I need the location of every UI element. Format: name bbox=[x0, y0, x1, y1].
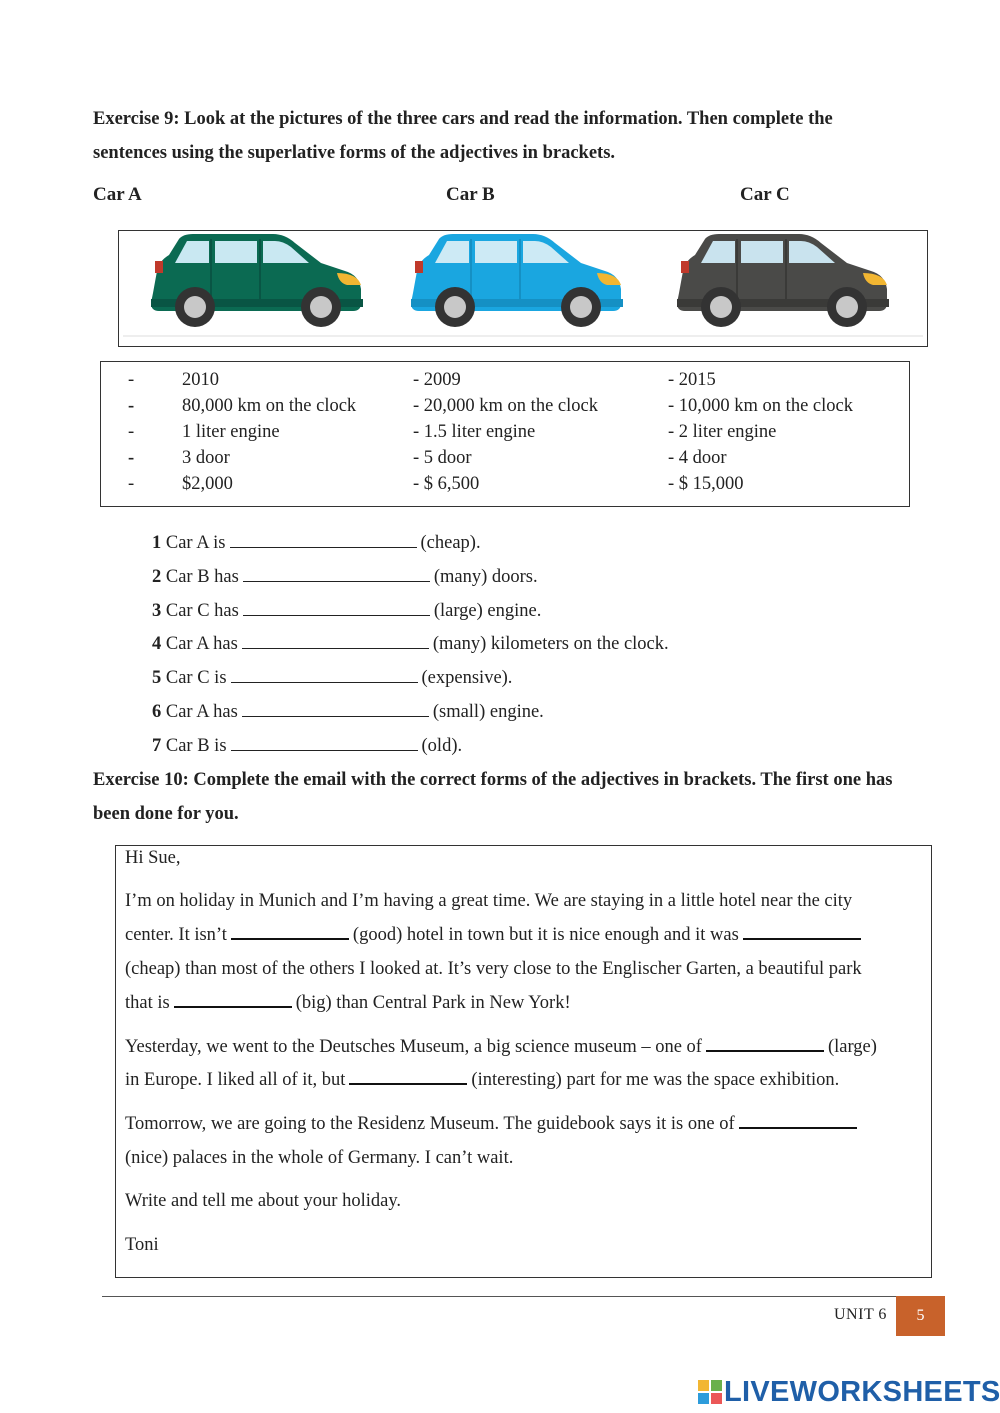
sentence-number: 2 bbox=[152, 567, 162, 587]
email-text: in Europe. I liked all of it, but bbox=[125, 1070, 346, 1090]
bullet: - bbox=[128, 396, 135, 416]
sentence-2 bbox=[152, 565, 538, 589]
email-blank-1[interactable] bbox=[231, 924, 349, 940]
answer-blank-2[interactable] bbox=[243, 567, 430, 582]
car-c-info bbox=[668, 367, 853, 497]
exercise-10-heading-line2: been done for you. bbox=[93, 804, 239, 824]
sentence-number: 4 bbox=[152, 634, 162, 654]
email-text: (big) than Central Park in New York! bbox=[295, 993, 571, 1013]
exercise-9-heading-line2-text: sentences using the superlative forms of the adjectives in brackets. bbox=[93, 143, 616, 163]
sentence-text: Car B has bbox=[165, 567, 239, 587]
car-pictures bbox=[119, 231, 927, 346]
exercise-9-heading-line2 bbox=[93, 136, 953, 170]
email-text: (interesting) part for me was the space exhibition. bbox=[471, 1070, 840, 1090]
sentence-number: 3 bbox=[152, 601, 162, 621]
car-b-doors: - 5 door bbox=[413, 448, 472, 468]
answer-blank-7[interactable] bbox=[231, 736, 418, 751]
car-b-km: - 20,000 km on the clock bbox=[413, 396, 598, 416]
email-text: Yesterday, we went to the Deutsches Museum, a big science museum – one of bbox=[125, 1037, 702, 1057]
sentence-text: Car B is bbox=[165, 736, 227, 756]
sentence-text: Car A has bbox=[165, 702, 238, 722]
car-a-picture bbox=[151, 234, 363, 327]
sentence-number: 5 bbox=[152, 668, 162, 688]
email-line: (cheap) than most of the others I looked at. It’s very close to the Englischer Garten, a beautiful park bbox=[125, 959, 862, 979]
car-a-engine: 1 liter engine bbox=[182, 422, 280, 442]
answer-blank-6[interactable] bbox=[242, 702, 429, 717]
answer-blank-4[interactable] bbox=[242, 634, 429, 649]
car-a-label: Car A bbox=[93, 184, 142, 205]
car-b-price: - $ 6,500 bbox=[413, 474, 480, 494]
bullet: - bbox=[128, 448, 135, 468]
car-a-bullets bbox=[128, 367, 134, 497]
sentence-number: 7 bbox=[152, 736, 162, 756]
car-a-km: 80,000 km on the clock bbox=[182, 396, 357, 416]
email-signature: Toni bbox=[125, 1235, 159, 1255]
answer-blank-5[interactable] bbox=[231, 668, 418, 683]
exercise-10-heading-line1: Exercise 10: Complete the email with the correct forms of the adjectives in brackets. The first one has bbox=[93, 770, 893, 790]
car-a-price: $2,000 bbox=[182, 474, 233, 494]
email-line: (nice) palaces in the whole of Germany. I can’t wait. bbox=[125, 1148, 514, 1168]
sentence-number: 6 bbox=[152, 702, 162, 722]
email-text: center. It isn’t bbox=[125, 925, 227, 945]
sentence-hint: (large) engine. bbox=[433, 601, 542, 621]
footer-divider bbox=[102, 1296, 944, 1297]
car-a-info bbox=[182, 367, 356, 497]
liveworksheets-wordmark: LIVEWORKSHEETS bbox=[724, 1375, 1000, 1408]
answer-blank-1[interactable] bbox=[230, 533, 417, 548]
sentence-3 bbox=[152, 599, 541, 623]
email-blank-3[interactable] bbox=[174, 992, 292, 1008]
car-b-picture bbox=[411, 234, 623, 327]
sentence-hint: (many) kilometers on the clock. bbox=[432, 634, 669, 654]
car-b-info bbox=[413, 367, 598, 497]
bullet: - bbox=[128, 370, 135, 390]
car-c-km: - 10,000 km on the clock bbox=[668, 396, 853, 416]
sentence-5 bbox=[152, 666, 512, 690]
email-line: Write and tell me about your holiday. bbox=[125, 1191, 401, 1211]
car-b-year: - 2009 bbox=[413, 370, 461, 390]
email-text: Tomorrow, we are going to the Residenz Museum. The guidebook says it is one of bbox=[125, 1114, 735, 1134]
sentence-7 bbox=[152, 734, 462, 758]
car-c-engine: - 2 liter engine bbox=[668, 422, 777, 442]
email-blank-5[interactable] bbox=[349, 1069, 467, 1085]
liveworksheets-icon bbox=[698, 1380, 722, 1404]
car-a-doors: 3 door bbox=[182, 448, 230, 468]
sentence-text: Car A is bbox=[165, 533, 226, 553]
unit-label: UNIT 6 bbox=[834, 1306, 887, 1323]
sentence-hint: (expensive). bbox=[421, 668, 513, 688]
bullet: - bbox=[128, 474, 135, 494]
sentence-hint: (old). bbox=[421, 736, 463, 756]
car-b-engine: - 1.5 liter engine bbox=[413, 422, 536, 442]
email-line bbox=[125, 991, 571, 1015]
car-c-picture bbox=[677, 234, 889, 327]
email-blank-2[interactable] bbox=[743, 924, 861, 940]
email-text: (good) hotel in town but it is nice enough and it was bbox=[352, 925, 739, 945]
email-text: (large) bbox=[827, 1037, 877, 1057]
sentence-text: Car A has bbox=[165, 634, 238, 654]
car-pictures-box bbox=[118, 230, 928, 347]
sentence-number: 1 bbox=[152, 533, 162, 553]
email-line bbox=[125, 1112, 861, 1136]
answer-blank-3[interactable] bbox=[243, 601, 430, 616]
car-b-label: Car B bbox=[446, 184, 495, 205]
email-line bbox=[125, 1068, 839, 1092]
car-c-label: Car C bbox=[740, 184, 790, 205]
sentence-hint: (many) doors. bbox=[433, 567, 538, 587]
liveworksheets-logo[interactable] bbox=[698, 1376, 1000, 1408]
email-line bbox=[125, 1035, 877, 1059]
car-a-year: 2010 bbox=[182, 370, 219, 390]
email-line: I’m on holiday in Munich and I’m having a great time. We are staying in a little hotel near the city bbox=[125, 891, 853, 911]
email-blank-4[interactable] bbox=[706, 1036, 824, 1052]
sentence-6 bbox=[152, 700, 544, 724]
email-greeting: Hi Sue, bbox=[125, 848, 181, 868]
car-c-price: - $ 15,000 bbox=[668, 474, 744, 494]
exercise-9-heading-line1: Exercise 9: Look at the pictures of the three cars and read the information. Then complete the bbox=[93, 109, 833, 129]
sentence-text: Car C is bbox=[165, 668, 227, 688]
email-blank-6[interactable] bbox=[739, 1113, 857, 1129]
sentence-1 bbox=[152, 531, 481, 555]
car-c-year: - 2015 bbox=[668, 370, 716, 390]
car-c-doors: - 4 door bbox=[668, 448, 727, 468]
sentence-4 bbox=[152, 632, 669, 656]
sentence-hint: (small) engine. bbox=[432, 702, 544, 722]
email-text: that is bbox=[125, 993, 170, 1013]
email-line bbox=[125, 923, 865, 947]
sentence-hint: (cheap). bbox=[420, 533, 481, 553]
sentence-text: Car C has bbox=[165, 601, 239, 621]
bullet: - bbox=[128, 422, 135, 442]
page-number: 5 bbox=[896, 1296, 945, 1336]
